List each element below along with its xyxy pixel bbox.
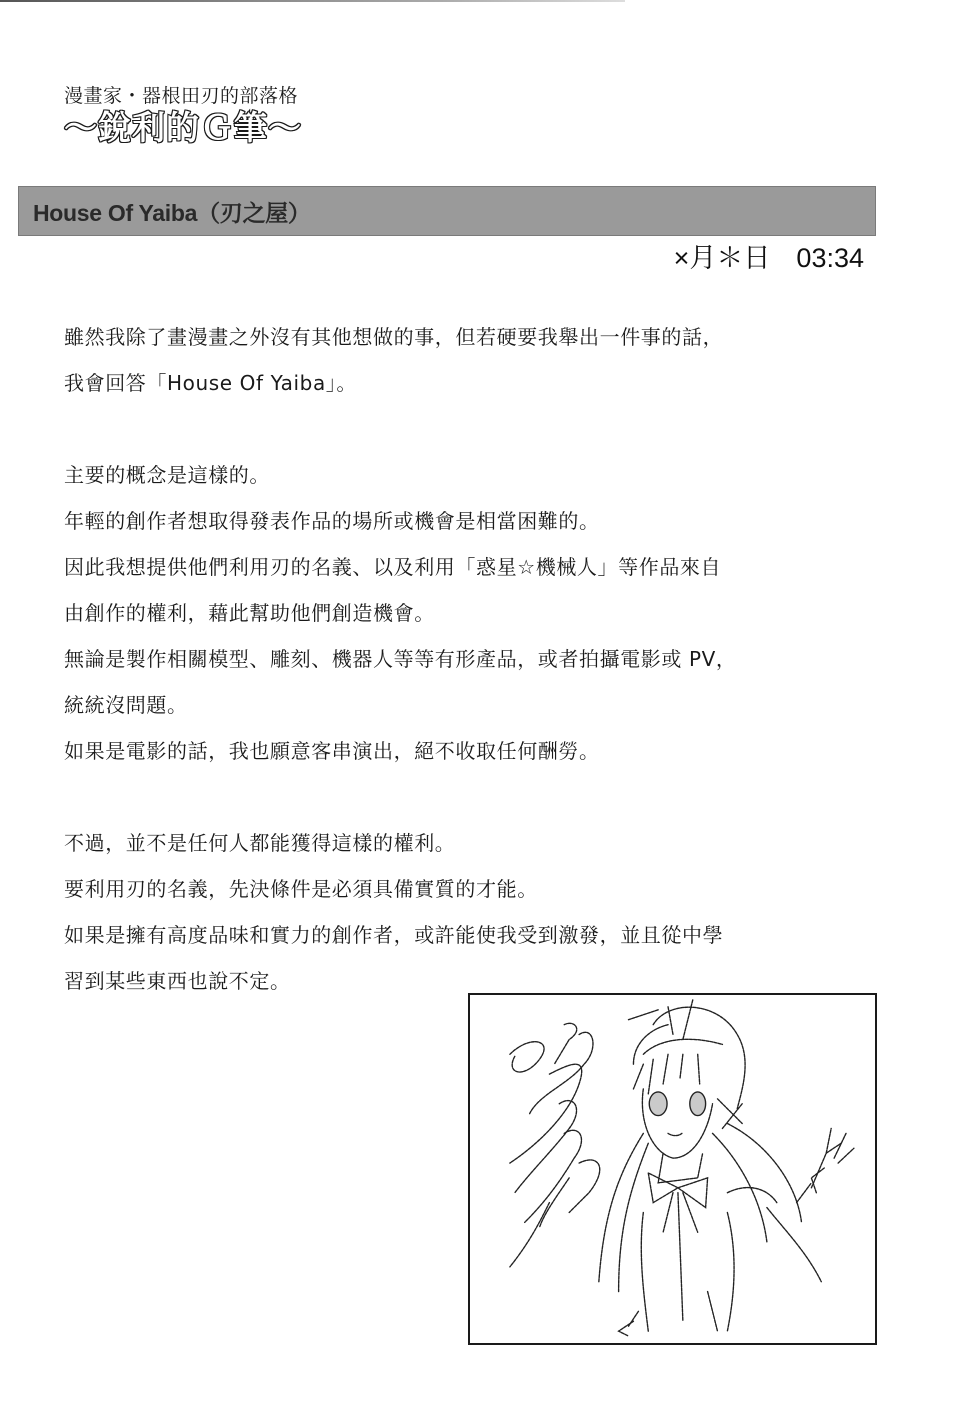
- blog-subtitle: 漫畫家・器根田刃的部落格: [64, 85, 299, 107]
- text-line: 不過，並不是任何人都能獲得這樣的權利。: [64, 831, 456, 855]
- paragraph: [64, 820, 864, 1004]
- text-line: 要利用刃的名義，先決條件是必須具備實質的才能。: [64, 877, 538, 901]
- paragraph: [64, 452, 864, 774]
- illustration-sketch: [468, 993, 877, 1345]
- post-title: House Of Yaiba（刃之屋）: [33, 199, 311, 226]
- girl-sketch-icon: [470, 995, 875, 1343]
- text-line: 我會回答「House Of Yaiba」。: [64, 371, 358, 395]
- blog-header: [64, 84, 302, 148]
- text-line: 如果是電影的話，我也願意客串演出，絕不收取任何酬勞。: [64, 739, 600, 763]
- text-line: 由創作的權利，藉此幫助他們創造機會。: [64, 601, 435, 625]
- text-line: 習到某些東西也說不定。: [64, 969, 291, 993]
- post-time: 03:34: [796, 243, 864, 273]
- post-body: [64, 314, 864, 1050]
- text-line: 統統沒問題。: [64, 693, 188, 717]
- text-line: 雖然我除了畫漫畫之外沒有其他想做的事，但若硬要我舉出一件事的話，: [64, 325, 724, 349]
- post-timestamp: [674, 240, 864, 276]
- signature-icon: [510, 1023, 600, 1267]
- post-title-bar: [18, 186, 876, 236]
- text-line: 年輕的創作者想取得發表作品的場所或機會是相當困難的。: [64, 509, 600, 533]
- paragraph: [64, 314, 864, 406]
- text-line: 如果是擁有高度品味和實力的創作者，或許能使我受到激發，並且從中學: [64, 923, 724, 947]
- blog-title: ～銳利的Ｇ筆～: [64, 108, 302, 147]
- text-line: 主要的概念是這樣的。: [64, 463, 270, 487]
- text-line: 因此我想提供他們利用刃的名義、以及利用「惑星☆機械人」等作品來自: [64, 555, 722, 579]
- scan-edge: [0, 0, 625, 2]
- text-line: 無論是製作相關模型、雕刻、機器人等等有形產品，或者拍攝電影或 PV，: [64, 647, 737, 671]
- post-date: ×月＊日: [673, 243, 771, 273]
